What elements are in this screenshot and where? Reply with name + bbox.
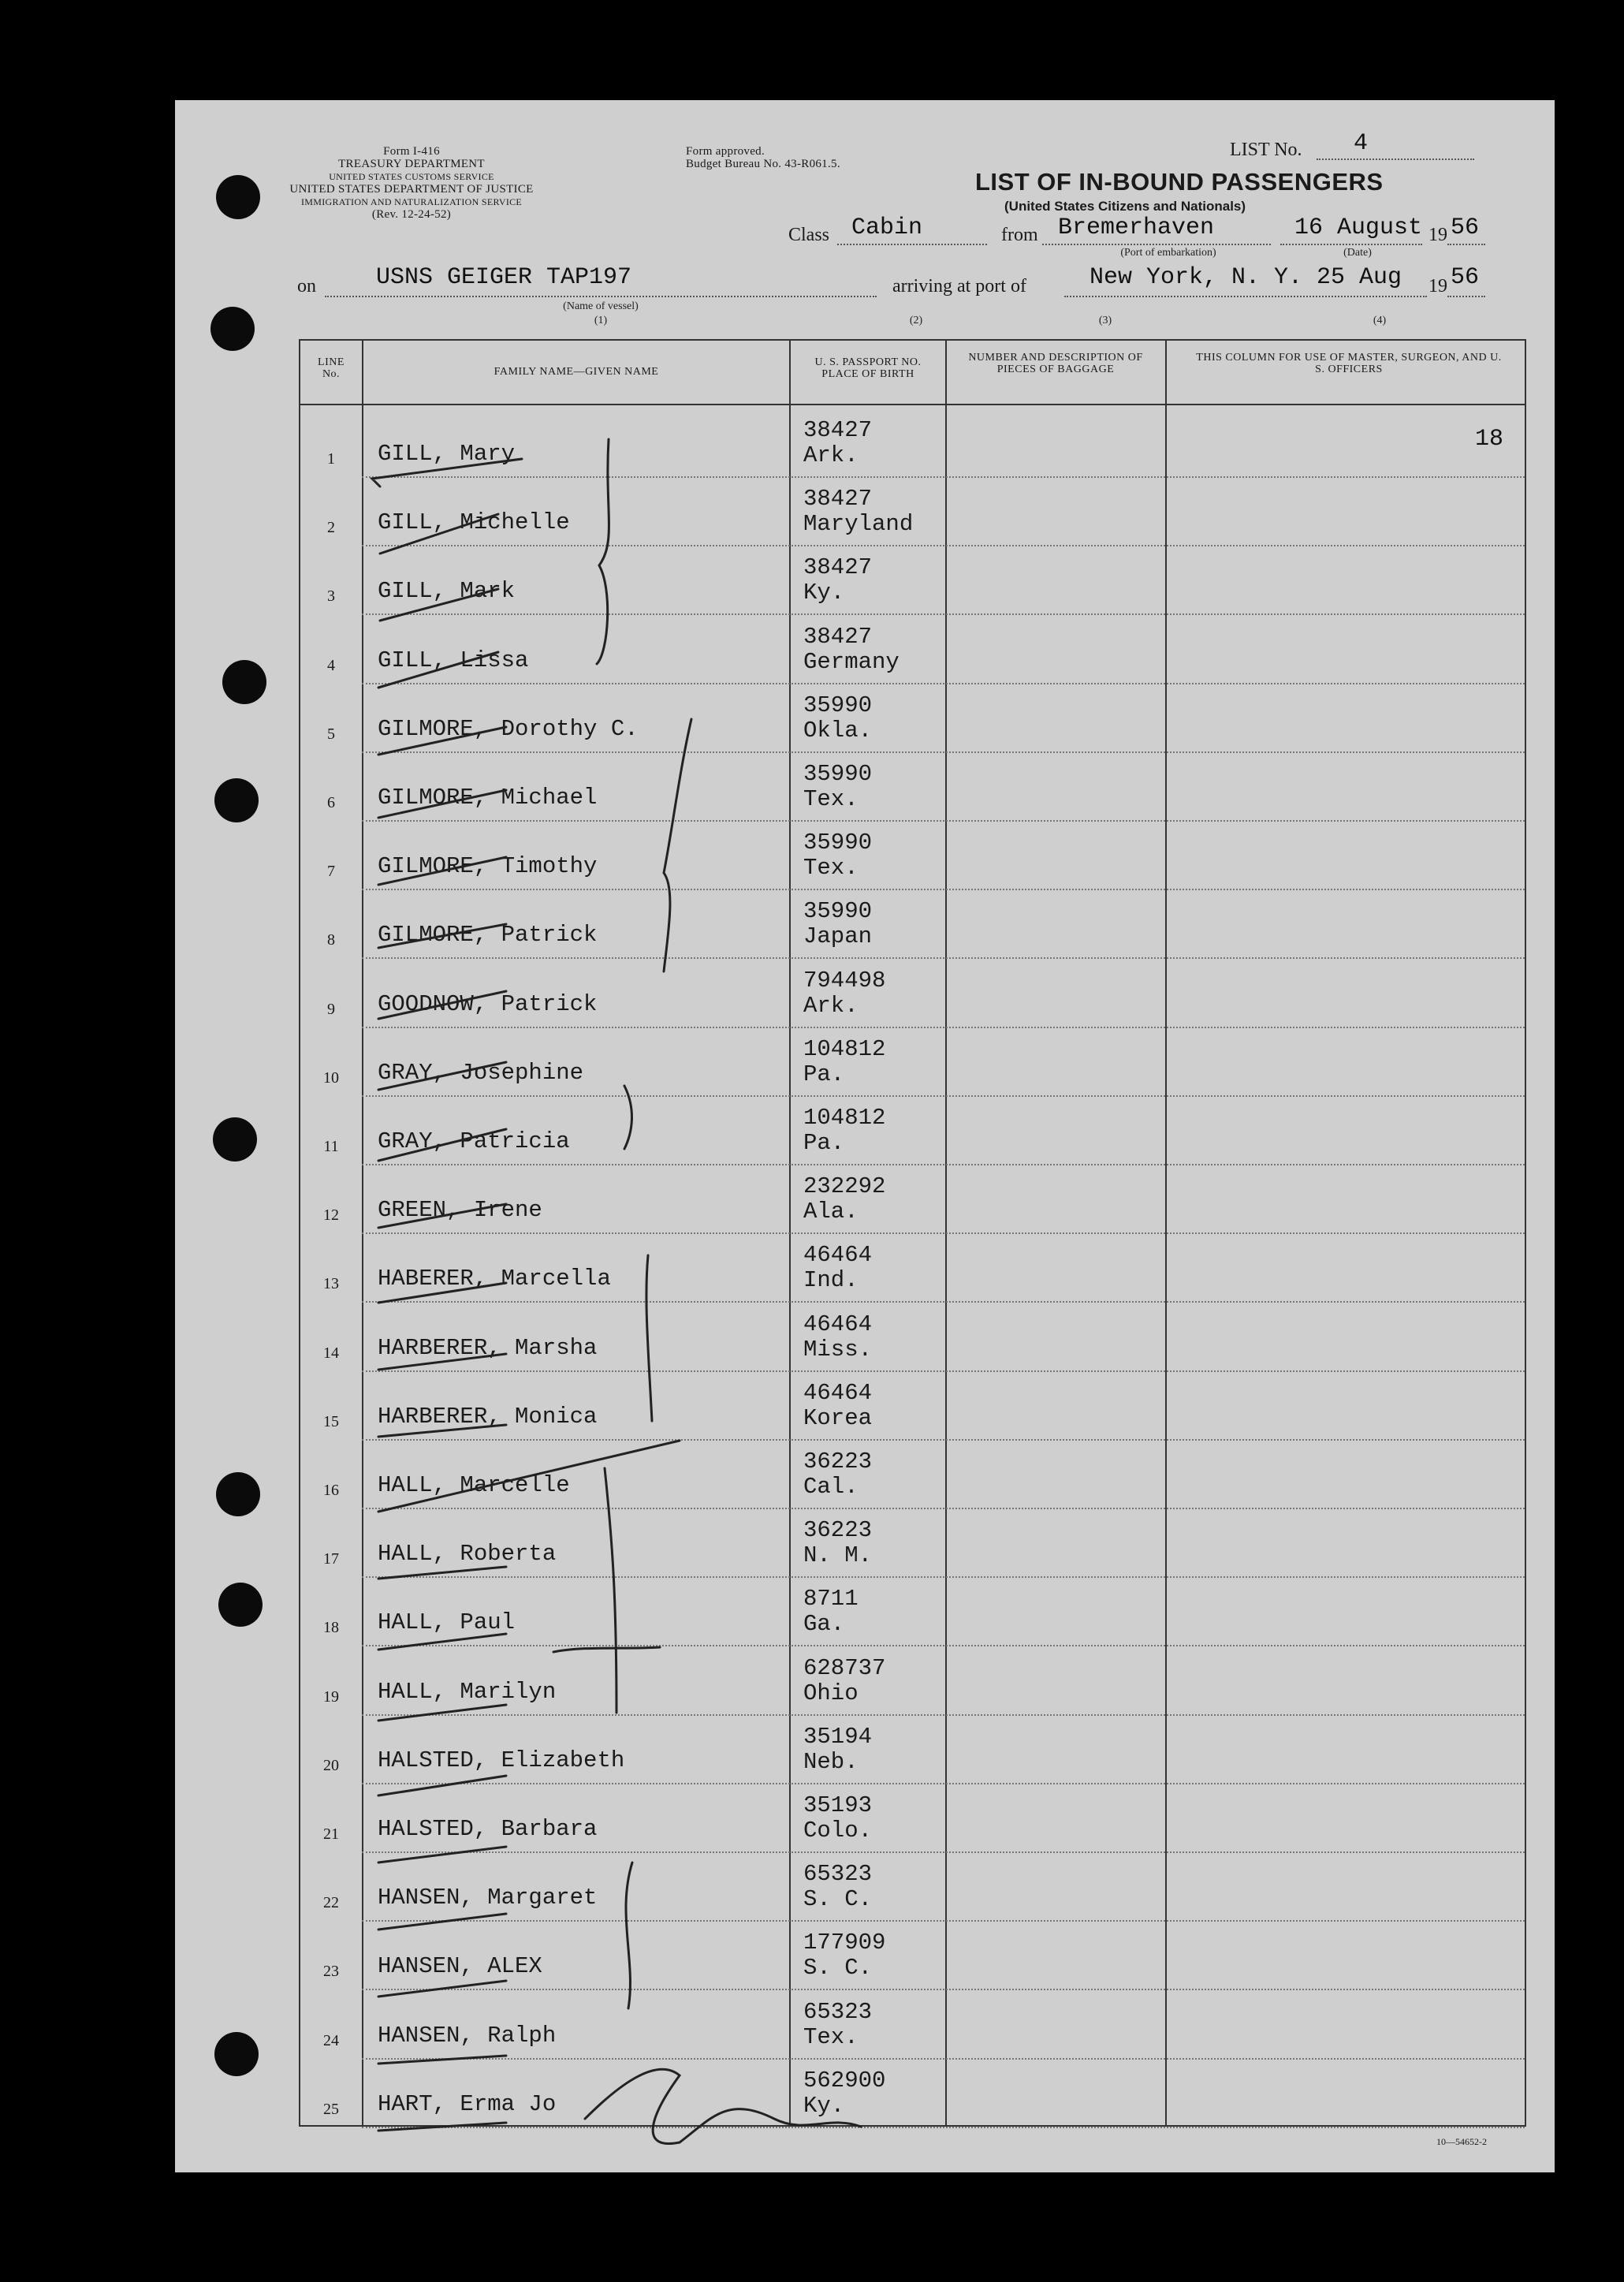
form-title: LIST OF IN-BOUND PASSENGERS	[975, 168, 1384, 196]
line-number: 4	[327, 656, 335, 674]
form-number: Form I-416	[383, 145, 440, 158]
passenger-name: HALL, Roberta	[378, 1541, 557, 1568]
line-number: 1	[327, 450, 335, 468]
line-number: 23	[323, 1963, 339, 1981]
line-number: 8	[327, 931, 335, 949]
place-of-birth: Ohio	[803, 1680, 859, 1706]
tick-marks	[372, 459, 680, 2131]
passenger-name: GILL, Lissa	[378, 647, 529, 673]
line-number: 22	[323, 1894, 339, 1912]
passenger-name: HANSEN, Margaret	[378, 1885, 598, 1911]
customs-service: UNITED STATES CUSTOMS SERVICE	[329, 171, 494, 182]
place-of-birth: N. M.	[803, 1542, 873, 1569]
embarkation-port: Bremerhaven	[1058, 214, 1215, 241]
line-number: 18	[323, 1619, 339, 1637]
family-bracket	[664, 719, 691, 971]
passport-number: 35990	[803, 830, 873, 856]
passenger-name: GILMORE, Michael	[378, 785, 598, 811]
passenger-name: HARBERER, Marsha	[378, 1334, 598, 1361]
col-3-caption: (3)	[1098, 315, 1112, 326]
passport-number: 794498	[803, 967, 886, 994]
line-number: 10	[323, 1068, 339, 1087]
passenger-name: HALL, Paul	[378, 1609, 516, 1636]
place-of-birth: Korea	[803, 1404, 873, 1431]
on-label: on	[297, 276, 316, 296]
col-header-baggage: NUMBER AND DESCRIPTION OF PIECES OF BAGGAGE	[968, 352, 1143, 375]
approved-text: Form approved.	[686, 145, 765, 158]
line-number: 15	[323, 1412, 339, 1430]
family-bracket	[624, 1086, 631, 1149]
place-of-birth: Ky.	[803, 2092, 845, 2119]
vessel-name: USNS GEIGER TAP197	[376, 264, 632, 291]
line-number: 2	[327, 519, 335, 537]
passenger-name: GILL, Mark	[378, 578, 516, 605]
line-number: 24	[323, 2031, 339, 2049]
place-of-birth: S. C.	[803, 1886, 873, 1913]
place-of-birth: Pa.	[803, 1130, 845, 1156]
passport-number: 38427	[803, 623, 873, 650]
place-of-birth: Japan	[803, 923, 873, 950]
passport-number: 628737	[803, 1654, 886, 1681]
passport-number: 177909	[803, 1930, 886, 1956]
passenger-name: GRAY, Patricia	[378, 1128, 570, 1154]
embarkation-date: 16 August	[1294, 214, 1423, 241]
cross-mark	[553, 1647, 660, 1652]
class-label: Class	[788, 225, 830, 245]
place-of-birth: S. C.	[803, 1955, 873, 1982]
line-number: 3	[327, 587, 335, 606]
passport-number: 46464	[803, 1311, 873, 1337]
justice-dept: UNITED STATES DEPARTMENT OF JUSTICE	[289, 183, 534, 196]
passenger-name: GILMORE, Dorothy C.	[378, 715, 639, 742]
budget-text: Budget Bureau No. 43-R061.5.	[686, 158, 840, 170]
place-of-birth: Ark.	[803, 992, 859, 1019]
passport-number: 35990	[803, 692, 873, 718]
line-number: 19	[323, 1687, 339, 1706]
from-label: from	[1001, 225, 1038, 245]
place-of-birth: Ind.	[803, 1267, 859, 1294]
class-value: Cabin	[851, 214, 923, 241]
passenger-name: HANSEN, Ralph	[378, 2022, 557, 2049]
line-number: 14	[323, 1344, 339, 1362]
passport-number: 562900	[803, 2067, 886, 2094]
line-number: 16	[323, 1482, 339, 1499]
family-bracket	[626, 1863, 632, 2008]
passport-number: 104812	[803, 1105, 886, 1131]
col-header-name: FAMILY NAME—GIVEN NAME	[494, 366, 659, 378]
passport-number: 35990	[803, 761, 873, 787]
passport-number: 35193	[803, 1792, 873, 1818]
passport-number: 232292	[803, 1173, 886, 1200]
place-of-birth: Okla.	[803, 717, 873, 744]
passport-number: 46464	[803, 1379, 873, 1406]
passport-number: 65323	[803, 1998, 873, 2025]
passenger-name: GILL, Michelle	[378, 509, 570, 536]
place-of-birth: Pa.	[803, 1061, 845, 1087]
passenger-name: HALL, Marcelle	[378, 1472, 570, 1498]
place-of-birth: Cal.	[803, 1474, 859, 1500]
place-of-birth: Maryland	[803, 511, 914, 538]
date-caption: (Date)	[1343, 247, 1372, 259]
arriving-label: arriving at port of	[892, 276, 1026, 296]
passport-number: 38427	[803, 554, 873, 581]
family-bracket	[605, 1468, 616, 1713]
passport-number: 36223	[803, 1517, 873, 1544]
passenger-name: GILL, Mary	[378, 441, 516, 467]
place-of-birth: Ga.	[803, 1611, 845, 1638]
passport-number: 8711	[803, 1586, 859, 1613]
place-of-birth: Tex.	[803, 2023, 859, 2050]
family-bracket	[597, 439, 609, 664]
passport-number: 36223	[803, 1449, 873, 1475]
list-number: 4	[1354, 130, 1369, 157]
arrival-year-prefix: 19	[1428, 276, 1447, 296]
passport-number: 35990	[803, 898, 873, 925]
handwritten-marks	[175, 100, 1555, 2172]
place-of-birth: Ky.	[803, 580, 845, 606]
col-2-caption: (2)	[909, 315, 923, 326]
col-header-line-no: LINE No.	[318, 356, 345, 380]
passenger-name: GREEN, Irene	[378, 1197, 542, 1224]
passenger-name: HART, Erma Jo	[378, 2090, 557, 2117]
arrival-port-date: New York, N. Y. 25 Aug	[1089, 264, 1402, 291]
passenger-name: HALSTED, Elizabeth	[378, 1747, 625, 1773]
place-of-birth: Colo.	[803, 1818, 873, 1844]
place-of-birth: Germany	[803, 648, 900, 675]
col-header-officers: THIS COLUMN FOR USE OF MASTER, SURGEON, AND U. S. OFFICERS	[1196, 352, 1502, 375]
passport-number: 46464	[803, 1242, 873, 1269]
year-value: 56	[1451, 214, 1480, 241]
line-number: 21	[323, 1825, 339, 1843]
ins-service: IMMIGRATION AND NATURALIZATION SERVICE	[300, 196, 523, 207]
line-number: 13	[323, 1275, 339, 1293]
arrival-year: 56	[1451, 264, 1480, 291]
list-label: LIST No.	[1230, 140, 1302, 160]
passenger-name: HANSEN, ALEX	[378, 1953, 542, 1980]
passenger-name: HALL, Marilyn	[378, 1678, 557, 1705]
col-header-passport: U. S. PASSPORT NO. PLACE OF BIRTH	[814, 356, 922, 380]
passenger-name: HARBERER, Monica	[378, 1403, 598, 1430]
col-4-caption: (4)	[1373, 315, 1387, 326]
line-number: 11	[323, 1138, 339, 1155]
line-number: 20	[323, 1756, 339, 1774]
signature-scrawl	[585, 2069, 861, 2143]
line-number: 17	[323, 1550, 339, 1568]
passenger-name: GRAY, Josephine	[378, 1059, 584, 1086]
passenger-name: GOODNOW, Patrick	[378, 990, 598, 1017]
passenger-name: HABERER, Marcella	[378, 1266, 611, 1292]
treasury-dept: TREASURY DEPARTMENT	[338, 158, 485, 170]
passport-number: 104812	[803, 1035, 886, 1062]
passport-number: 38427	[803, 486, 873, 513]
passport-number: 65323	[803, 1861, 873, 1888]
place-of-birth: Tex.	[803, 786, 859, 812]
passport-number: 35194	[803, 1723, 873, 1750]
place-of-birth: Ala.	[803, 1199, 859, 1225]
line-number: 25	[323, 2100, 339, 2118]
place-of-birth: Neb.	[803, 1748, 859, 1775]
col-1-caption: (1)	[594, 315, 608, 326]
place-of-birth: Tex.	[803, 855, 859, 882]
year-prefix: 19	[1428, 225, 1447, 245]
line-number: 7	[327, 863, 335, 881]
line-number: 12	[323, 1206, 339, 1225]
vessel-caption: (Name of vessel)	[563, 300, 639, 312]
passenger-name: HALSTED, Barbara	[378, 1816, 598, 1842]
form-subtitle: (United States Citizens and Nationals)	[1004, 199, 1246, 214]
form-revision: (Rev. 12-24-52)	[371, 208, 452, 221]
place-of-birth: Miss.	[803, 1336, 873, 1363]
officer-note: 18	[1475, 426, 1504, 453]
passenger-name: GILMORE, Timothy	[378, 853, 598, 880]
passenger-name: GILMORE, Patrick	[378, 922, 598, 949]
port-caption: (Port of embarkation)	[1120, 247, 1216, 259]
line-number: 9	[327, 1000, 335, 1018]
line-number: 5	[327, 725, 335, 743]
manifest-sheet	[175, 100, 1555, 2172]
line-number: 6	[327, 794, 335, 811]
footer-code: 10—54652-2	[1436, 2136, 1487, 2147]
place-of-birth: Ark.	[803, 442, 859, 468]
family-bracket	[646, 1255, 652, 1421]
passport-number: 38427	[803, 417, 873, 443]
